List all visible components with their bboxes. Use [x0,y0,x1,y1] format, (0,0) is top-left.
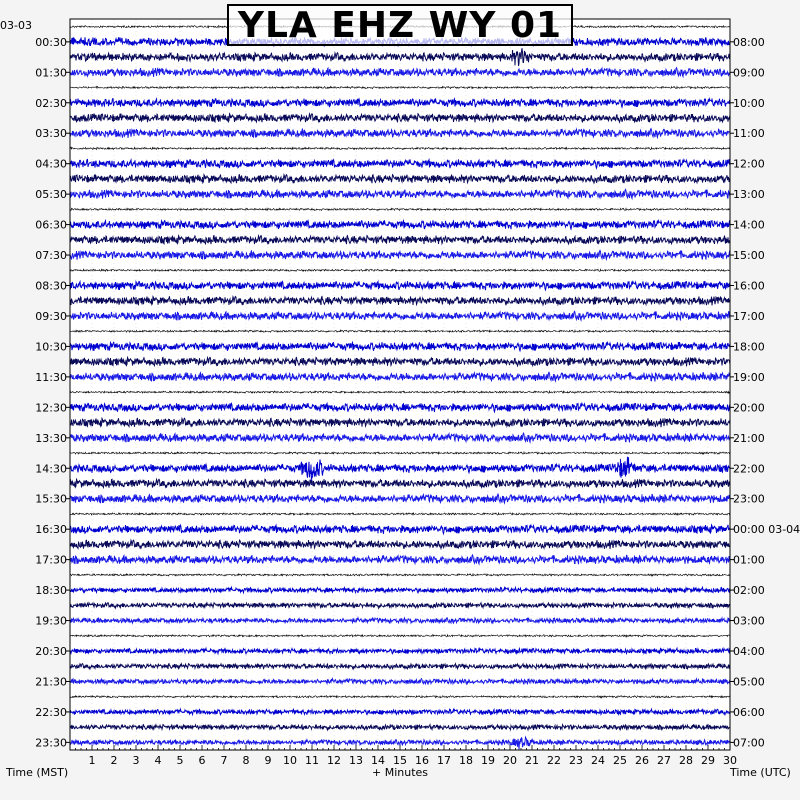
x-tick-label: 25 [613,754,627,767]
left-tick-label: 01:30 [35,66,67,80]
x-tick-label: 7 [220,754,228,767]
left-tick-label: 16:30 [35,523,67,537]
x-tick-label: 22 [547,754,561,767]
left-tick-label: 11:30 [35,370,67,384]
left-tick-label: 22:30 [35,705,67,719]
left-tick-label: 09:30 [35,309,67,323]
x-tick-label: 29 [701,754,715,767]
left-tick-label: 04:30 [35,157,67,171]
left-tick-label: 03:30 [35,127,67,141]
right-tick-label: 15:00 [733,249,765,263]
right-tick-label: 01:00 [733,553,765,567]
x-tick-label: 2 [110,754,118,767]
left-tick-label: 05:30 [35,188,67,202]
chart-title: YLA EHZ WY 01 [227,4,573,46]
right-axis-title: Time (UTC) [730,766,791,779]
x-tick-label: 15 [393,754,407,767]
right-tick-label: 17:00 [733,309,765,323]
right-tick-label: 09:00 [733,66,765,80]
right-tick-label: 22:00 [733,462,765,476]
x-tick-label: 28 [679,754,693,767]
right-tick-label: 13:00 [733,188,765,202]
right-tick-label: 11:00 [733,127,765,141]
left-time-axis [35,36,70,750]
x-tick-label: 4 [154,754,162,767]
x-tick-label: 8 [242,754,250,767]
x-tick-label: 16 [415,754,429,767]
right-tick-label: 19:00 [733,370,765,384]
x-tick-label: 14 [371,754,385,767]
left-tick-label: 20:30 [35,645,67,659]
plot-area [70,19,730,750]
left-tick-label: 10:30 [35,340,67,354]
right-tick-label: 03:00 [733,614,765,628]
x-tick-label: 3 [132,754,140,767]
right-tick-label: 21:00 [733,431,765,445]
x-tick-label: 30 [723,754,737,767]
x-tick-label: 10 [283,754,297,767]
left-tick-label: 14:30 [35,462,67,476]
left-tick-label: 19:30 [35,614,67,628]
x-tick-label: 24 [591,754,605,767]
right-tick-label: 06:00 [733,705,765,719]
right-tick-label: 20:00 [733,401,765,415]
right-tick-label: 04:00 [733,645,765,659]
left-tick-label: 08:30 [35,279,67,293]
left-tick-label: 02:30 [35,96,67,110]
right-tick-label: 05:00 [733,675,765,689]
x-tick-label: 17 [437,754,451,767]
left-tick-label: 06:30 [35,218,67,232]
x-tick-label: 23 [569,754,583,767]
x-tick-label: 18 [459,754,473,767]
x-tick-label: 21 [525,754,539,767]
right-tick-label: 08:00 [733,35,765,49]
right-tick-label: 16:00 [733,279,765,293]
left-tick-label: 12:30 [35,401,67,415]
x-axis-title: + Minutes [372,766,429,779]
left-tick-label: 07:30 [35,249,67,263]
x-tick-label: 5 [176,754,184,767]
right-tick-label: 23:00 [733,492,765,506]
right-tick-label: 12:00 [733,157,765,171]
x-tick-label: 11 [305,754,319,767]
right-tick-label: 02:00 [733,584,765,598]
x-tick-label: 6 [198,754,206,767]
x-tick-label: 19 [481,754,495,767]
x-tick-label: 13 [349,754,363,767]
x-tick-label: 26 [635,754,649,767]
x-tick-label: 12 [327,754,341,767]
left-tick-label: 18:30 [35,584,67,598]
right-tick-label: 14:00 [733,218,765,232]
right-tick-label: 00:00 03-04 [733,523,800,537]
left-tick-label: 23:30 [35,736,67,750]
right-tick-label: 07:00 [733,736,765,750]
x-tick-label: 20 [503,754,517,767]
left-tick-label: 13:30 [35,431,67,445]
x-tick-label: 9 [264,754,272,767]
right-time-axis [730,36,800,750]
left-tick-label: 21:30 [35,675,67,689]
right-tick-label: 18:00 [733,340,765,354]
right-tick-label: 10:00 [733,96,765,110]
left-tick-label: 00:30 [35,35,67,49]
left-tick-label: 15:30 [35,492,67,506]
x-tick-label: 1 [88,754,96,767]
left-date-label: 03-03 [0,19,32,32]
left-axis-title: Time (MST) [6,766,69,779]
left-tick-label: 17:30 [35,553,67,567]
x-tick-label: 27 [657,754,671,767]
